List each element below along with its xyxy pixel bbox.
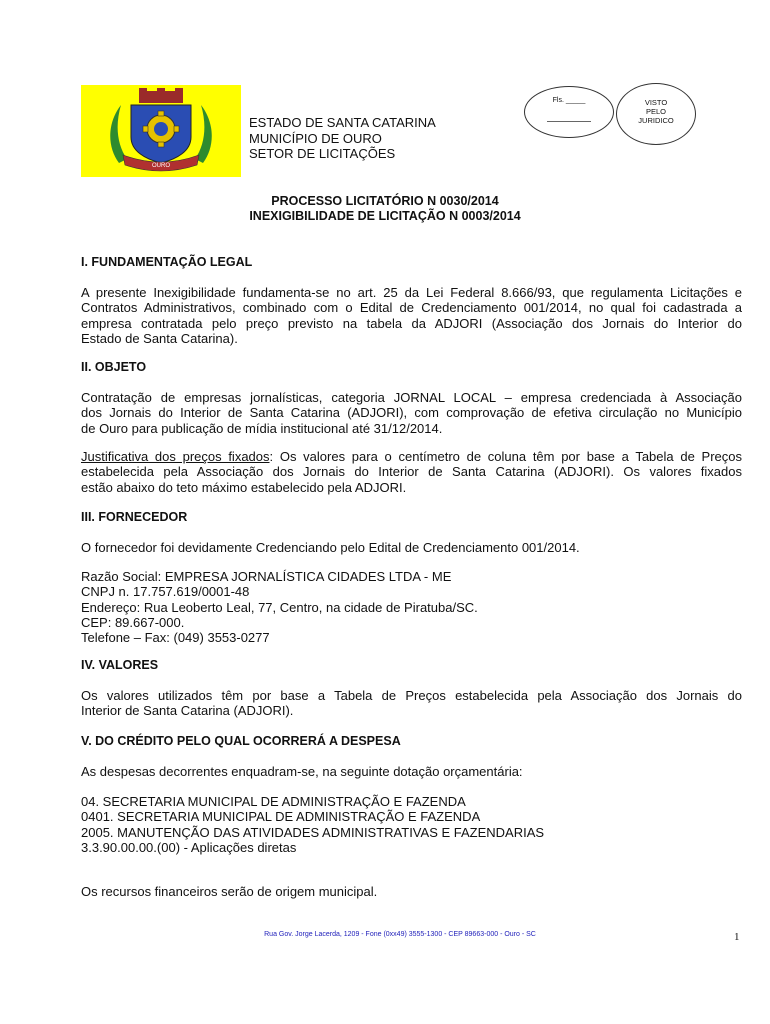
sector-name: SETOR DE LICITAÇÕES [249, 146, 396, 161]
coat-of-arms-banner-text: OURO [152, 163, 170, 169]
visto-line-2: PELO [645, 107, 666, 116]
price-justification-paragraph [81, 449, 742, 495]
budget-allocation-list [81, 794, 742, 855]
paragraph-line: Contratos Administrativos, combinado com o Edital de Credenciamento 001/2014, no qual foi cadastrada a [81, 300, 742, 316]
visto-line-1: VISTO [644, 98, 668, 107]
budget-line: 04. SECRETARIA MUNICIPAL DE ADMINISTRAÇÃO E FAZENDA [81, 794, 466, 809]
supplier-intro [81, 540, 742, 555]
paragraph-line: Estado de Santa Catarina). [81, 330, 238, 346]
justification-text: : Os valores para o centímetro de coluna têm por base a Tabela de Preços [269, 449, 742, 464]
state-name: ESTADO DE SANTA CATARINA [249, 115, 436, 130]
footer-address: Rua Gov. Jorge Lacerda, 1209 - Fone (0xx49) 3555-1300 - CEP 89663-000 - Ouro - SC [264, 931, 536, 938]
folio-signature-line [547, 121, 591, 122]
funding-source-statement [81, 884, 742, 899]
inexigibility-number: INEXIGIBILIDADE DE LICITAÇÃO N 0003/2014 [249, 209, 521, 223]
paragraph-line: empresa contratada pelo preço previsto na tabela da ADJORI (Associação dos Jornais do Interior do [81, 315, 742, 331]
supplier-company-name: Razão Social: EMPRESA JORNALÍSTICA CIDADES LTDA - ME [81, 569, 452, 584]
budget-line: 3.3.90.00.00.(00) - Aplicações diretas [81, 839, 297, 855]
object-paragraph [81, 390, 742, 436]
section-heading-legal-basis: I. FUNDAMENTAÇÃO LEGAL [81, 255, 253, 269]
document-header [249, 115, 436, 162]
paragraph-line: estabelecida pela Associação dos Jornais do Interior de Santa Catarina (ADJORI). Os valores fixados [81, 464, 742, 480]
section-heading-object: II. OBJETO [81, 360, 147, 374]
paragraph-line: A presente Inexigibilidade fundamenta-se no art. 25 da Lei Federal 8.666/93, que regulamenta Licitações e [81, 285, 742, 300]
page-number: 1 [734, 931, 740, 943]
section-heading-budget-credit: V. DO CRÉDITO PELO QUAL OCORRERÁ A DESPESA [81, 734, 401, 748]
paragraph-line: dos Jornais do Interior de Santa Catarina (ADJORI), com comprovação de efetiva circulação no Município [81, 405, 742, 421]
paragraph-line: Interior de Santa Catarina (ADJORI). [81, 703, 294, 719]
justification-label: Justificativa dos preços fixados [81, 449, 270, 464]
paragraph-line: As despesas decorrentes enquadram-se, na seguinte dotação orçamentária: [81, 764, 523, 779]
paragraph-line: Os valores utilizados têm por base a Tabela de Preços estabelecida pela Associação dos Jornais do [81, 688, 742, 703]
supplier-cnpj: CNPJ n. 17.757.619/0001-48 [81, 584, 250, 600]
supplier-cep: CEP: 89.667-000. [81, 614, 185, 630]
budget-line: 0401. SECRETARIA MUNICIPAL DE ADMINISTRAÇÃO E FAZENDA [81, 809, 481, 825]
page-folio-stamp [524, 86, 614, 138]
visto-line-3: JURIDICO [638, 116, 674, 125]
section-heading-supplier: III. FORNECEDOR [81, 510, 188, 524]
legal-basis-paragraph [81, 285, 742, 346]
paragraph-line: Contratação de empresas jornalísticas, categoria JORNAL LOCAL – empresa credenciada à Associação [81, 390, 742, 405]
paragraph-line: de Ouro para publicação de mídia institucional até 31/12/2014. [81, 420, 443, 436]
section-heading-values: IV. VALORES [81, 658, 159, 672]
document-title [0, 194, 770, 224]
supplier-address: Endereço: Rua Leoberto Leal, 77, Centro, na cidade de Piratuba/SC. [81, 599, 478, 615]
legal-approval-stamp [616, 83, 696, 145]
municipal-coat-of-arms-logo [81, 85, 241, 177]
paragraph-line: Os recursos financeiros serão de origem municipal. [81, 884, 378, 899]
paragraph-line: estão abaixo do teto máximo estabelecido pela ADJORI. [81, 479, 407, 495]
process-number: PROCESSO LICITATÓRIO N 0030/2014 [271, 194, 499, 208]
budget-intro [81, 764, 742, 779]
supplier-phone: Telefone – Fax: (049) 3553-0277 [81, 630, 270, 646]
paragraph-line [81, 449, 742, 464]
municipality-name: MUNICÍPIO DE OURO [249, 130, 382, 146]
folio-label: Fls. _____ [552, 97, 586, 104]
supplier-details [81, 569, 742, 645]
values-paragraph [81, 688, 742, 719]
budget-line: 2005. MANUTENÇÃO DAS ATIVIDADES ADMINISTRATIVAS E FAZENDARIAS [81, 824, 545, 840]
paragraph-line: O fornecedor foi devidamente Credenciando pelo Edital de Credenciamento 001/2014. [81, 540, 580, 555]
